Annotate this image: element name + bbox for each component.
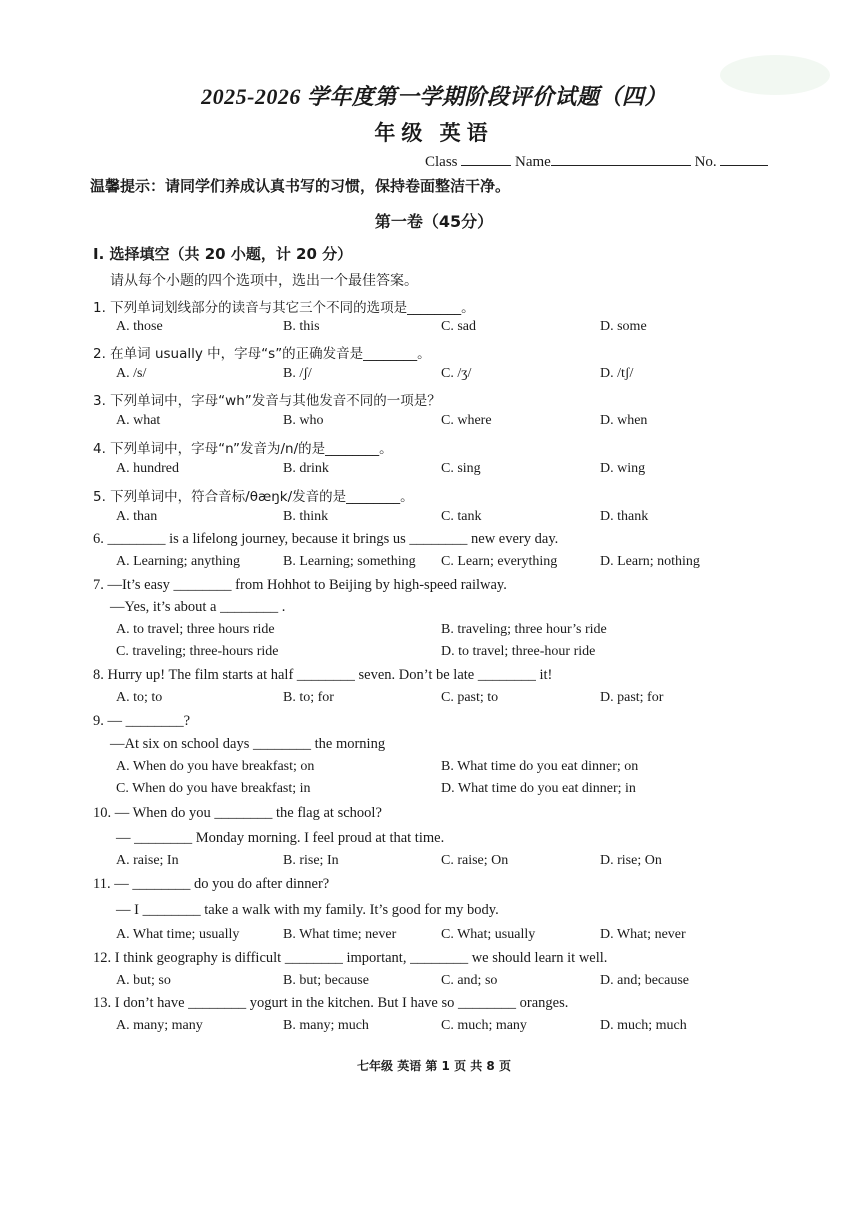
option-b[interactable]: B. who: [283, 413, 324, 428]
option-c[interactable]: C. and; so: [441, 973, 498, 988]
option-a[interactable]: A. many; many: [116, 1018, 203, 1033]
question-stem-reply: — ________ Monday morning. I feel proud at that time.: [116, 830, 445, 846]
option-c[interactable]: C. When do you have breakfast; in: [116, 781, 311, 796]
option-b[interactable]: B. but; because: [283, 973, 369, 988]
page-footer: 七年级 英语 第 1 页 共 8 页: [357, 1059, 511, 1073]
option-b[interactable]: B. /ʃ/: [283, 366, 312, 381]
option-b[interactable]: B. this: [283, 319, 320, 334]
option-d[interactable]: D. some: [600, 319, 647, 334]
exam-subtitle: 年级 英语: [374, 121, 494, 145]
question-stem: 8. Hurry up! The film starts at half ________ seven. Don’t be late ________ it!: [93, 667, 553, 683]
option-a[interactable]: A. hundred: [116, 461, 179, 476]
question-stem: 6. ________ is a lifelong journey, because it brings us ________ new every day.: [93, 531, 559, 547]
option-c[interactable]: C. traveling; three-hours ride: [116, 644, 279, 659]
volume-title: 第一卷（45分）: [374, 212, 494, 231]
option-b[interactable]: B. traveling; three hour’s ride: [441, 622, 607, 637]
question-stem-reply: —At six on school days ________ the morning: [110, 736, 386, 752]
option-c[interactable]: C. Learn; everything: [441, 554, 558, 569]
exam-title: 2025-2026 学年度第一学期阶段评价试题（四）: [201, 84, 667, 109]
tip-text: 温馨提示：请同学们养成认真书写的习惯，保持卷面整洁干净。: [90, 177, 511, 195]
option-d[interactable]: D. wing: [600, 461, 646, 476]
question-stem: 7. —It’s easy ________ from Hohhot to Beijing by high-speed railway.: [93, 577, 507, 593]
option-d[interactable]: D. What time do you eat dinner; in: [441, 781, 636, 796]
question-stem: 11. — ________ do you do after dinner?: [93, 876, 330, 892]
option-b[interactable]: B. rise; In: [283, 853, 339, 868]
question-stem: 2. 在单词 usually 中，字母“s”的正确发音是________。: [93, 346, 431, 362]
no-label: No.: [694, 154, 717, 170]
option-c[interactable]: C. What; usually: [441, 927, 536, 942]
option-b[interactable]: B. drink: [283, 461, 329, 476]
option-c[interactable]: C. sing: [441, 461, 481, 476]
class-label: Class: [425, 154, 458, 170]
option-d[interactable]: D. past; for: [600, 690, 664, 705]
question-stem: 9. — ________?: [93, 713, 191, 729]
question-stem: 13. I don’t have ________ yogurt in the kitchen. But I have so ________ oranges.: [93, 995, 569, 1011]
option-d[interactable]: D. rise; On: [600, 853, 662, 868]
option-b[interactable]: B. think: [283, 509, 329, 524]
option-b[interactable]: B. What time; never: [283, 927, 397, 942]
option-c[interactable]: C. /ʒ/: [441, 366, 472, 381]
option-d[interactable]: D. Learn; nothing: [600, 554, 700, 569]
option-a[interactable]: A. What time; usually: [116, 927, 240, 942]
option-c[interactable]: C. sad: [441, 319, 476, 334]
option-d[interactable]: D. to travel; three-hour ride: [441, 644, 596, 659]
option-c[interactable]: C. tank: [441, 509, 482, 524]
option-d[interactable]: D. and; because: [600, 973, 690, 988]
option-a[interactable]: A. but; so: [116, 973, 171, 988]
question-stem-reply: —Yes, it’s about a ________ .: [110, 599, 286, 615]
option-a[interactable]: A. Learning; anything: [116, 554, 241, 569]
option-a[interactable]: A. those: [116, 319, 163, 334]
option-b[interactable]: B. What time do you eat dinner; on: [441, 759, 639, 774]
no-blank[interactable]: [720, 151, 768, 166]
option-d[interactable]: D. much; much: [600, 1018, 687, 1033]
option-c[interactable]: C. past; to: [441, 690, 499, 705]
class-blank[interactable]: [461, 151, 511, 166]
question-stem: 3. 下列单词中，字母“wh”发音与其他发音不同的一项是？: [93, 393, 441, 409]
option-d[interactable]: D. What; never: [600, 927, 686, 942]
option-a[interactable]: A. When do you have breakfast; on: [116, 759, 315, 774]
question-stem: 12. I think geography is difficult ________ important, ________ we should learn it well.: [93, 950, 608, 966]
option-a[interactable]: A. /s/: [116, 366, 147, 381]
option-d[interactable]: D. when: [600, 413, 648, 428]
name-blank[interactable]: [551, 151, 691, 166]
option-b[interactable]: B. Learning; something: [283, 554, 416, 569]
option-c[interactable]: C. much; many: [441, 1018, 527, 1033]
instruction-text: 请从每个小题的四个选项中，选出一个最佳答案。: [110, 273, 418, 289]
option-a[interactable]: A. than: [116, 509, 158, 524]
option-c[interactable]: C. where: [441, 413, 492, 428]
student-info-line: [425, 151, 768, 171]
option-c[interactable]: C. raise; On: [441, 853, 509, 868]
option-d[interactable]: D. /tʃ/: [600, 366, 634, 381]
question-stem: 1. 下列单词划线部分的读音与其它三个不同的选项是________。: [93, 300, 475, 316]
question-stem-reply: — I ________ take a walk with my family. It’s good for my body.: [116, 902, 499, 918]
option-a[interactable]: A. what: [116, 413, 161, 428]
question-stem: 4. 下列单词中，字母“n”发音为/n/的是________。: [93, 441, 393, 457]
option-a[interactable]: A. raise; In: [116, 853, 179, 868]
question-stem: 5. 下列单词中，符合音标/θæŋk/发音的是________。: [93, 489, 414, 505]
section-title: I. 选择填空（共 20 小题，计 20 分）: [93, 245, 353, 263]
question-stem: 10. — When do you ________ the flag at school?: [93, 805, 382, 821]
option-a[interactable]: A. to travel; three hours ride: [116, 622, 275, 637]
option-b[interactable]: B. many; much: [283, 1018, 369, 1033]
option-a[interactable]: A. to; to: [116, 690, 163, 705]
name-label: Name: [515, 154, 551, 170]
option-d[interactable]: D. thank: [600, 509, 649, 524]
option-b[interactable]: B. to; for: [283, 690, 334, 705]
